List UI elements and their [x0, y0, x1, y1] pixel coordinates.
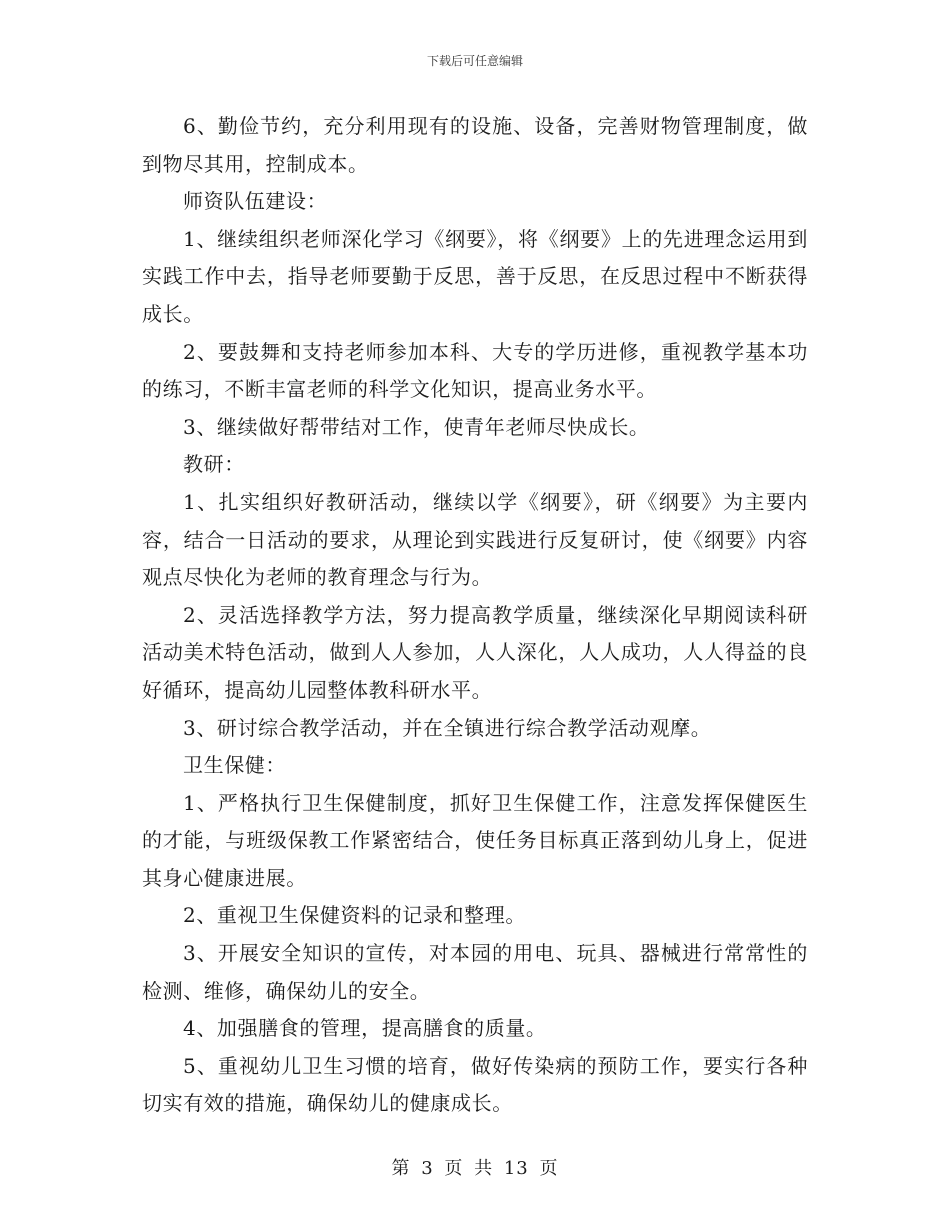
- page-header: 下载后可任意编辑: [426, 54, 523, 68]
- paragraph-health-5: 5、重视幼儿卫生习惯的培育，做好传染病的预防工作，要实行各种切实有效的措施，确保幼儿的健康成长。: [142, 1053, 808, 1116]
- paragraph-teacher-2: 2、要鼓舞和支持老师参加本科、大专的学历进修，重视教学基本功的练习，不断丰富老师的科学文化知识，提高业务水平。: [142, 339, 808, 402]
- paragraph-research-1: 1、扎实组织好教研活动，继续以学《纲要》，研《纲要》为主要内容，结合一日活动的要求，从理论到实践进行反复研讨，使《纲要》内容观点尽快化为老师的教育理念与行为。: [142, 489, 808, 590]
- paragraph-teacher-1: 1、继续组织老师深化学习《纲要》，将《纲要》上的先进理念运用到实践工作中去，指导老师要勤于反思，善于反思，在反思过程中不断获得成长。: [142, 226, 808, 326]
- section-heading-research: 教研：: [183, 452, 245, 477]
- paragraph-research-2: 2、灵活选择教学方法，努力提高教学质量，继续深化早期阅读科研活动美术特色活动，做到人人参加，人人深化，人人成功，人人得益的良好循环，提高幼儿园整体教科研水平。: [142, 602, 808, 702]
- paragraph-health-3: 3、开展安全知识的宣传，对本园的用电、玩具、器械进行常常性的检测、维修，确保幼儿的安全。: [142, 941, 808, 1003]
- paragraph-research-3: 3、研讨综合教学活动，并在全镇进行综合教学活动观摩。: [183, 715, 712, 740]
- page-footer: 第 3 页 共 13 页: [391, 1158, 559, 1179]
- paragraph-health-4: 4、加强膳食的管理，提高膳食的质量。: [183, 1016, 547, 1041]
- section-heading-teacher-team: 师资队伍建设：: [183, 189, 328, 214]
- paragraph-health-2: 2、重视卫生保健资料的记录和整理。: [183, 903, 526, 928]
- document-body: [142, 108, 808, 1123]
- paragraph-frugality: 6、勤俭节约，充分利用现有的设施、设备，完善财物管理制度，做到物尽其用，控制成本。: [142, 114, 808, 176]
- section-heading-health: 卫生保健：: [183, 753, 286, 778]
- paragraph-teacher-3: 3、继续做好帮带结对工作，使青年老师尽快成长。: [183, 414, 650, 439]
- paragraph-health-1: 1、严格执行卫生保健制度，抓好卫生保健工作，注意发挥保健医生的才能，与班级保教工作紧密结合，使任务目标真正落到幼儿身上，促进其身心健康进展。: [142, 790, 808, 890]
